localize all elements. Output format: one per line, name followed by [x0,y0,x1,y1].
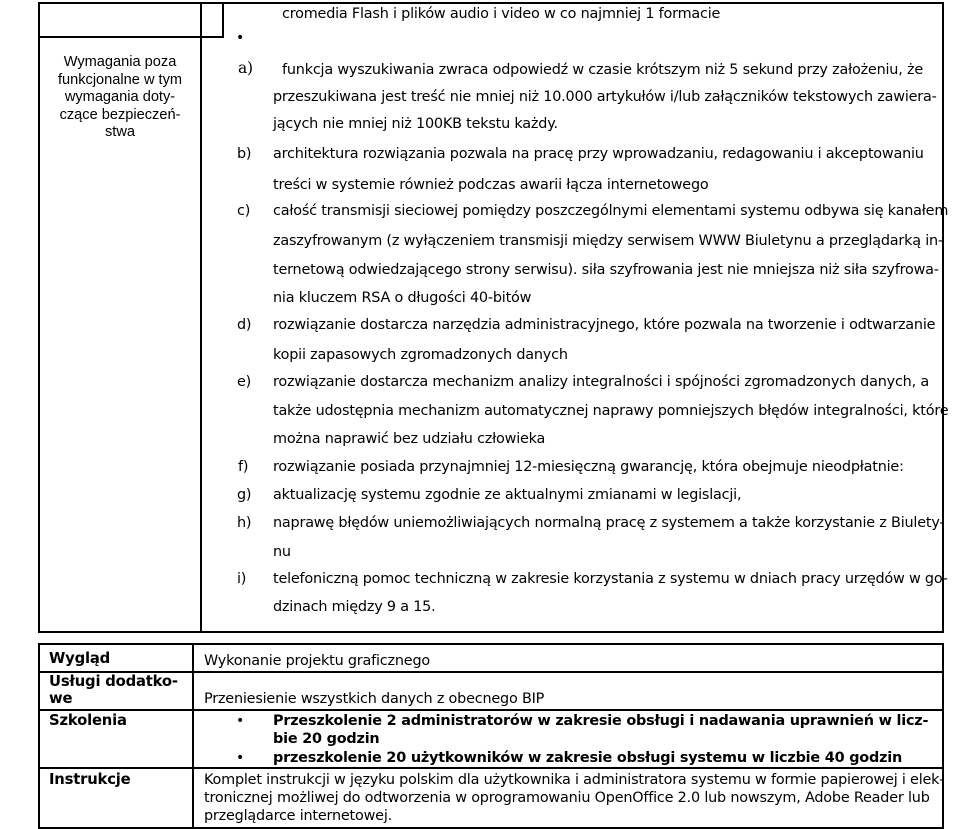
item-a-line-1: funkcja wyszukiwania zwraca odpowiedź w czasie krótszym niż 5 sekund przy założeniu, że [282,62,923,78]
item-b-line-2: treści w systemie również podczas awarii łącza internetowego [273,177,709,193]
szkolenia-item-2-line-1: przeszkolenie 20 użytkowników w zakresie obsługi systemu w liczbie 40 godzin [273,750,903,766]
item-g-letter: g) [237,487,252,503]
top-row-text: cromedia Flash i plików audio i video w co najmniej 1 formacie [282,6,721,22]
lower-row-divider-3 [38,767,944,769]
item-a-line-2: przeszukiwana jest treść nie mniej niż 10.000 artykułów i/lub załączników tekstowych zawiera- [273,89,937,105]
table-border-top [38,2,944,4]
item-a-line-3: jących nie mniej niż 100KB tekstu każdy. [273,116,558,132]
instrukcje-line-2: tronicznej możliwej do odtworzenia w oprogramowaniu OpenOffice 2.0 lub nowszym, Adobe Reader lub [204,790,930,806]
item-c-line-4: nia kluczem RSA o długości 40-bitów [273,290,532,306]
uslugi-label-line-2: we [49,690,73,707]
table-border-col2 [222,2,224,38]
nonfunctional-requirements-label: Wymagania poza funkcjonalne w tym wymagania doty- czące bezpieczeń- stwa [57,54,183,140]
item-e-line-2: także udostępnia mechanizm automatycznej naprawy pomniejszych błędów integralności, które [273,403,949,419]
item-i-line-2: dzinach między 9 a 15. [273,599,436,615]
lower-table-border-left [38,643,40,829]
item-a-letter: a) [238,59,253,77]
item-c-line-2: zaszyfrowanym (z wyłączeniem transmisji między serwisem WWW Biuletynu a przeglądarką in- [273,233,943,249]
lower-table-border-top [38,643,944,645]
instrukcje-line-3: przeglądarce internetowej. [204,808,392,824]
bullet-icon: • [236,750,245,766]
item-i-line-1: telefoniczną pomoc techniczną w zakresie korzystania z systemu w dniach pracy urzędów w go- [273,571,948,587]
table-border-row-mid [200,36,224,38]
item-b-letter: b) [237,146,252,162]
table-border-right [942,2,944,633]
table-border-bottom [38,631,944,633]
wyglad-label: Wygląd [49,650,111,667]
item-c-line-1: całość transmisji sieciowej pomiędzy poszczególnymi elementami systemu odbywa się kanałem [273,203,949,219]
item-c-letter: c) [237,203,251,219]
szkolenia-item-1-line-2: bie 20 godzin [273,731,380,747]
instrukcje-label: Instrukcje [49,771,131,788]
instrukcje-line-1: Komplet instrukcji w języku polskim dla użytkownika i administratora systemu w formie papierowej i elek- [204,772,945,788]
uslugi-label-line-1: Usługi dodatko- [49,673,178,690]
szkolenia-item-1-line-1: Przeszkolenie 2 administratorów w zakresie obsługi i nadawania uprawnień w licz- [273,713,929,729]
wyglad-value: Wykonanie projektu graficznego [204,653,430,669]
table-border-col1 [200,2,202,633]
item-d-line-2: kopii zapasowych zgromadzonych danych [273,347,568,363]
item-d-line-1: rozwiązanie dostarcza narzędzia administracyjnego, które pozwala na tworzenie i odtwarzanie [273,317,936,333]
item-e-line-3: można naprawić bez udziału człowieka [273,431,546,447]
bullet-icon: • [236,713,245,729]
item-h-line-2: nu [273,544,291,560]
bullet-icon: • [236,30,245,46]
item-i-letter: i) [237,571,247,587]
item-b-line-1: architektura rozwiązania pozwala na pracę przy wprowadzaniu, redagowaniu i akceptowaniu [273,146,924,162]
item-h-line-1: naprawę błędów uniemożliwiających normalną pracę z systemem a także korzystanie z Biulety- [273,515,945,531]
item-f-letter: f) [238,459,249,475]
item-e-letter: e) [237,374,252,390]
item-e-line-1: rozwiązanie dostarcza mechanizm analizy integralności i spójności zgromadzonych danych, a [273,374,929,390]
lower-row-divider-2 [38,709,944,711]
lower-table-border-right [942,643,944,829]
item-f-line-1: rozwiązanie posiada przynajmniej 12-miesięczną gwarancję, która obejmuje nieodpłatnie: [273,459,904,475]
item-c-line-3: ternetową odwiedzającego strony serwisu). siła szyfrowania jest nie mniejsza niż siła szyfrowa- [273,262,939,278]
table-border-row-left [38,36,200,38]
item-h-letter: h) [237,515,252,531]
item-g-line-1: aktualizację systemu zgodnie ze aktualnymi zmianami w legislacji, [273,487,742,503]
item-d-letter: d) [237,317,252,333]
lower-table-border-col1 [192,643,194,829]
uslugi-value: Przeniesienie wszystkich danych z obecnego BIP [204,691,545,707]
szkolenia-label: Szkolenia [49,712,127,729]
